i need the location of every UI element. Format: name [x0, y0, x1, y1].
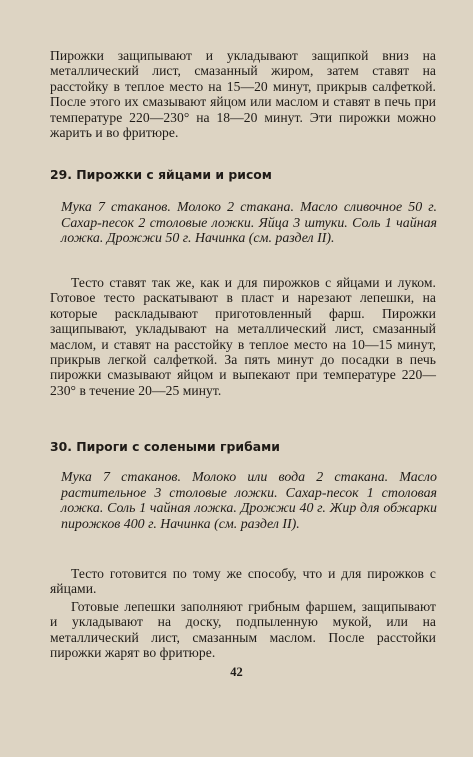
section-29-title: 29. Пирожки с яйцами и рисом	[50, 167, 272, 182]
section-29-ingredients: Мука 7 стаканов. Молоко 2 стакана. Масло сливочное 50 г. Сахар-песок 2 столовые ложки. Яйца 3 штуки. Соль 1 чайная ложка. Дрожжи 50 г. Начинка (см. раздел II).	[61, 200, 437, 246]
page-number: 42	[230, 665, 243, 679]
section-30-ingredients: Мука 7 стаканов. Молоко или вода 2 стакана. Масло растительное 3 столовые ложки. Сахар-песок 1 столовая ложка. Соль 1 чайная ложка. Дрожжи 40 г. Жир для обжарки пирожков 400 г. Начинка (см. раздел II).	[61, 470, 437, 532]
section-30-title: 30. Пироги с солеными грибами	[50, 439, 280, 454]
intro-paragraph: Пирожки защипывают и укладывают защипкой вниз на металлический лист, смазанный жиром, затем ставят на расстойку в теплое место на 15—20 минут, прикрыв салфеткой. После этого их смазывают яйцом или маслом и ставят в печь при температуре 220—230° на 18—20 минут. Эти пирожки можно жарить и во фритюре.	[50, 48, 436, 141]
section-30-text-2: Готовые лепешки заполняют грибным фаршем, защипывают и укладывают на доску, подпыленную мукой, или на металлический лист, смазанным маслом. После расстойки пирожки жарят во фритюре.	[50, 599, 436, 661]
section-30-text-1: Тесто готовится по тому же способу, что и для пирожков с яйцами.	[50, 566, 436, 597]
section-29-text: Тесто ставят так же, как и для пирожков с яйцами и луком. Готовое тесто раскатывают в пласт и нарезают лепешки, на которые раскладывают приготовленный фарш. Пирожки защипывают, укладывают на металлический лист, смазанный маслом, и ставят на расстойку в теплое место на 10—15 минут, прикрыв легкой салфеткой. За пять минут до посадки в печь пирожки смазывают яйцом и выпекают при температуре 220—230° в течение 20—25 минут.	[50, 275, 436, 398]
